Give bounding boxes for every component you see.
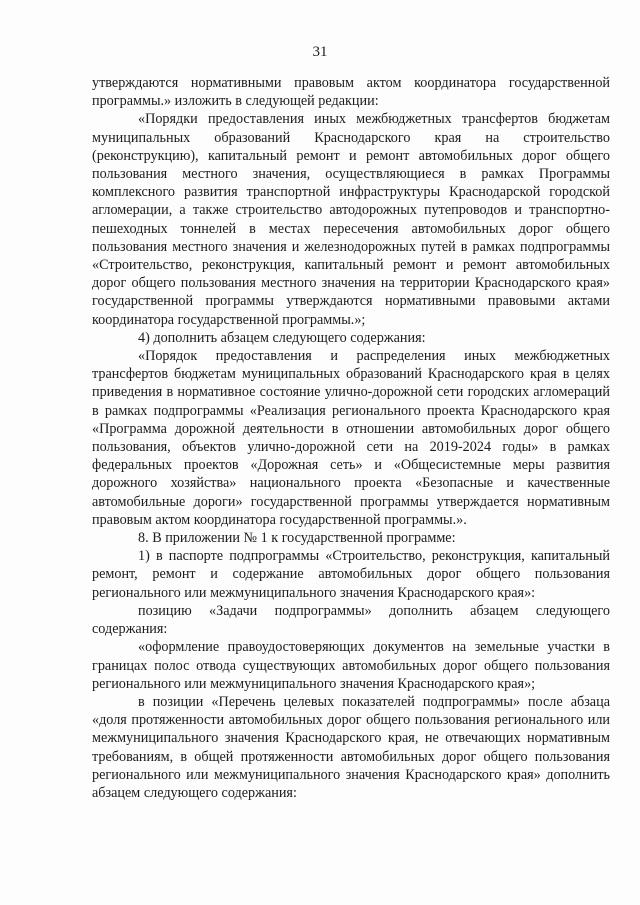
paragraph: 8. В приложении № 1 к государственной программе: [138,530,456,547]
document-body [92,74,610,802]
paragraph: «Порядок предоставления и распределения иных межбюджетных трансфертов бюджетам муниципальных образований Краснодарского края в целях приведения в нормативное состояние улично-дорожной сети городских агломераций в рамках подпрограммы «Реализация регионального проекта Краснодарского края «Программа дорожной деятельности в отношении автомобильных дорог общего пользования, объектов улично-дорожной сети на 2019-2024 годы» в рамках федеральных проектов «Дорожная сеть» и «Общесистемные меры развития дорожного хозяйства» национального проекта «Безопасные и качественные автомобильные дороги» государственной программы утверждается нормативным правовым актом координатора государственной программы.». [92,348,610,528]
paragraph: «оформление правоудостоверяющих документов на земельные участки в границах полос отвода существующих автомобильных дорог общего пользования регионального или межмуниципального значения Краснодарского края»; [92,639,610,692]
paragraph: в позиции «Перечень целевых показателей подпрограммы» после абзаца «доля протяженности автомобильных дорог общего пользования регионального или межмуниципального значения Краснодарского края, не отвечающих нормативным требованиям, в общей протяженности автомобильных дорог общего пользования регионального или межмуниципального значения Краснодарского края» дополнить абзацем следующего содержания: [92,693,610,801]
page-number: 31 [312,44,328,60]
paragraph: утверждаются нормативными правовым актом координатора государственной программы.» изложить в следующей редакции: [92,75,610,110]
paragraph: позицию «Задачи подпрограммы» дополнить абзацем следующего содержания: [92,602,610,638]
paragraph: «Порядки предоставления иных межбюджетных трансфертов бюджетам муниципальных образований Краснодарского края на строительство (реконструкцию), капитальный ремонт и ремонт автомобильных дорог общего пользования местного значения, осуществляющиеся в рамках Программы комплексного развития транспортной инфраструктуры Краснодарской городской агломерации, а также строительство автодорожных путепроводов и транспортно-пешеходных тоннелей в местах пересечения автомобильных дорог общего пользования местного значения и железнодорожных путей в рамках подпрограммы «Строительство, реконструкция, капитальный ремонт и ремонт автомобильных дорог общего пользования местного значения на территории Краснодарского края» государственной программы утверждаются нормативными правовыми актами координатора государственной программы.»; [92,111,610,328]
paragraph: 4) дополнить абзацем следующего содержания: [138,329,426,346]
paragraph: 1) в паспорте подпрограммы «Строительство, реконструкция, капитальный ремонт, ремонт и содержание автомобильных дорог общего пользования регионального или межмуниципального значения Краснодарского края»: [92,548,610,601]
